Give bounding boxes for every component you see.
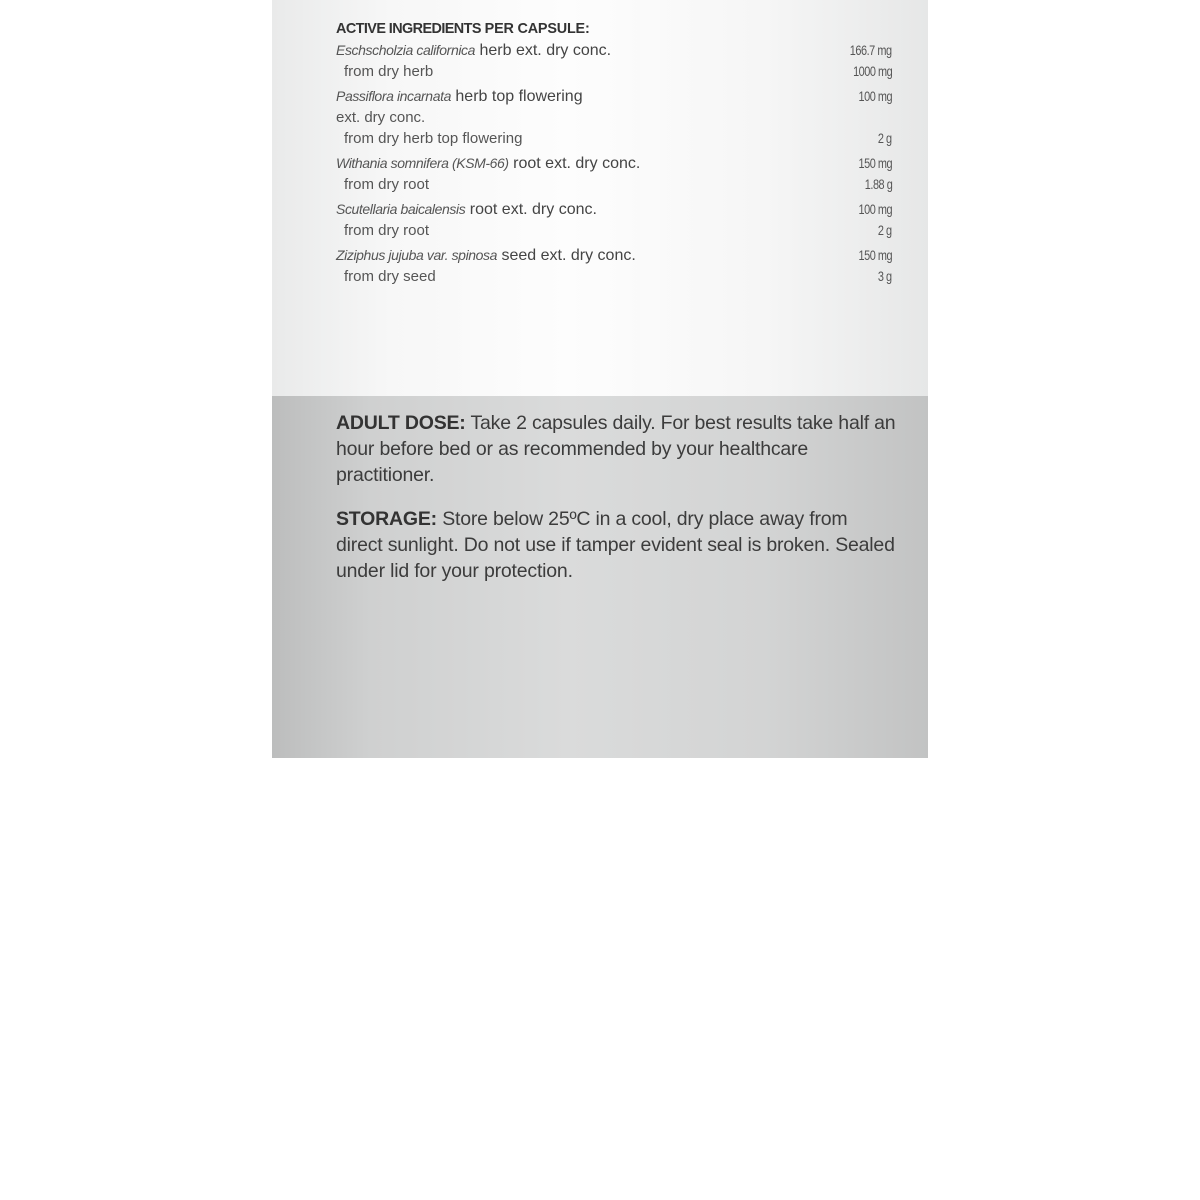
- storage-label: STORAGE:: [336, 508, 437, 530]
- ingredient-source: from dry herb: [344, 63, 434, 80]
- ingredient-source-quantity: 2 g: [878, 222, 892, 238]
- ingredient-source-row: [336, 61, 892, 82]
- ingredient-source-row: [336, 266, 892, 287]
- ingredients-section: [336, 18, 892, 291]
- ingredient-source: from dry seed: [344, 268, 436, 285]
- ingredient-latin-name: Scutellaria baicalensis: [336, 201, 466, 217]
- ingredient-latin-name: Withania somnifera (KSM-66): [336, 155, 509, 171]
- ingredient-source-quantity: 1.88 g: [864, 176, 892, 192]
- ingredient-item: [336, 86, 892, 149]
- product-label: [272, 0, 928, 758]
- ingredient-item: [336, 245, 892, 287]
- ingredient-description: seed ext. dry conc.: [501, 247, 636, 264]
- ingredients-heading: [336, 18, 870, 40]
- ingredient-latin-name: Eschscholzia californica: [336, 42, 476, 58]
- ingredient-source-row: [336, 128, 892, 149]
- ingredient-item: [336, 153, 892, 195]
- adult-dose-label: ADULT DOSE:: [336, 412, 466, 434]
- ingredient-row: [336, 199, 892, 220]
- ingredient-quantity: 100 mg: [858, 201, 892, 217]
- ingredient-row: [336, 153, 892, 174]
- ingredient-latin-name: Ziziphus jujuba var. spinosa: [336, 247, 498, 263]
- adult-dose-text: Take 2 capsules daily. For best results take half an hour before bed or as recommended by your healthcare practitioner.: [336, 412, 896, 486]
- ingredient-source: ext. dry conc.: [336, 109, 426, 126]
- ingredients-heading-suffix: PER CAPSULE:: [484, 20, 590, 37]
- storage-text: Store below 25ºC in a cool, dry place away from direct sunlight. Do not use if tamper evident seal is broken. Sealed under lid for your protection.: [336, 508, 895, 582]
- ingredient-source: from dry herb top flowering: [344, 130, 523, 147]
- ingredient-source: from dry root: [344, 176, 430, 193]
- ingredient-quantity: 150 mg: [858, 155, 892, 171]
- ingredient-row: [336, 245, 892, 266]
- ingredient-source: from dry root: [344, 222, 430, 239]
- ingredient-description: herb ext. dry conc.: [479, 42, 612, 59]
- ingredient-description: root ext. dry conc.: [513, 155, 641, 172]
- ingredients-heading-main: ACTIVE INGREDIENTS: [336, 20, 481, 37]
- ingredient-source-row: [336, 174, 892, 195]
- ingredient-latin-name: Passiflora incarnata: [336, 88, 451, 104]
- ingredient-source-row: [336, 220, 892, 241]
- ingredient-row: [336, 86, 892, 107]
- ingredient-item: [336, 199, 892, 241]
- ingredient-description: root ext. dry conc.: [469, 201, 597, 218]
- ingredient-quantity: 166.7 mg: [850, 42, 892, 58]
- ingredient-item: [336, 40, 892, 82]
- adult-dose-paragraph: [336, 410, 896, 488]
- ingredient-source-quantity: 1000 mg: [852, 63, 892, 79]
- ingredient-source-row: [336, 107, 892, 128]
- ingredient-quantity: 100 mg: [858, 88, 892, 104]
- ingredient-source-quantity: 3 g: [878, 268, 892, 284]
- ingredient-row: [336, 40, 892, 61]
- ingredient-quantity: 150 mg: [858, 247, 892, 263]
- ingredient-source-quantity: 2 g: [878, 130, 892, 146]
- ingredient-description: herb top flowering: [455, 88, 583, 105]
- storage-paragraph: [336, 506, 896, 584]
